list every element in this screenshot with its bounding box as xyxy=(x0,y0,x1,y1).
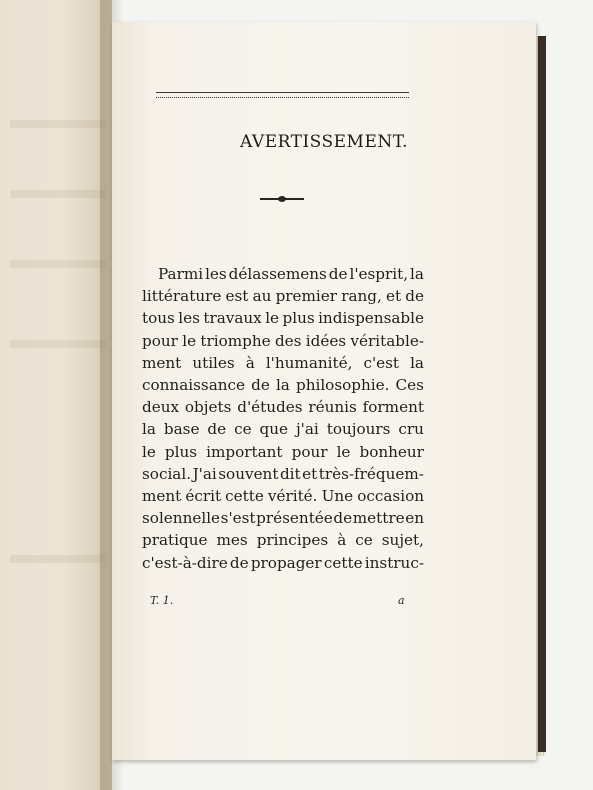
text-line: la base de ce que j'ai toujours cru xyxy=(142,420,424,439)
ornament-divider xyxy=(260,198,304,200)
text-line: le plus important pour le bonheur xyxy=(142,442,424,461)
text-line: tous les travaux le plus indispensable xyxy=(142,309,424,328)
bleed-through-text xyxy=(10,340,106,348)
signature-mark: T. 1. xyxy=(150,594,174,607)
header-rule xyxy=(156,92,409,98)
text-line: solennelle s'est présentée de mettre en xyxy=(142,509,424,528)
bleed-through-text xyxy=(10,260,106,268)
text-line: connaissance de la philosophie. Ces xyxy=(142,376,424,395)
text-line: littérature est au premier rang, et de xyxy=(142,287,424,306)
book-cover-edge xyxy=(538,36,546,752)
text-line: pratique mes principes à ce sujet, xyxy=(142,531,424,550)
bleed-through-text xyxy=(10,190,106,198)
body-text xyxy=(142,263,424,574)
text-line: c'est-à-dire de propager cette instruc- xyxy=(142,553,424,572)
left-page xyxy=(0,0,112,790)
text-line: ment écrit cette vérité. Une occasion xyxy=(142,487,424,506)
bleed-through-text xyxy=(10,120,106,128)
gathering-letter: a xyxy=(398,594,405,607)
page-title: AVERTISSEMENT. xyxy=(239,132,408,152)
text-line: social. J'ai souvent dit et très-fréquem- xyxy=(142,464,424,483)
bleed-through-text xyxy=(10,555,106,563)
text-line: Parmi les délassemens de l'esprit, la xyxy=(158,265,424,283)
right-page xyxy=(112,22,536,760)
text-line: deux objets d'études réunis forment xyxy=(142,398,424,417)
text-line: pour le triomphe des idées véritable- xyxy=(142,331,424,350)
text-line: ment utiles à l'humanité, c'est la xyxy=(142,353,424,372)
